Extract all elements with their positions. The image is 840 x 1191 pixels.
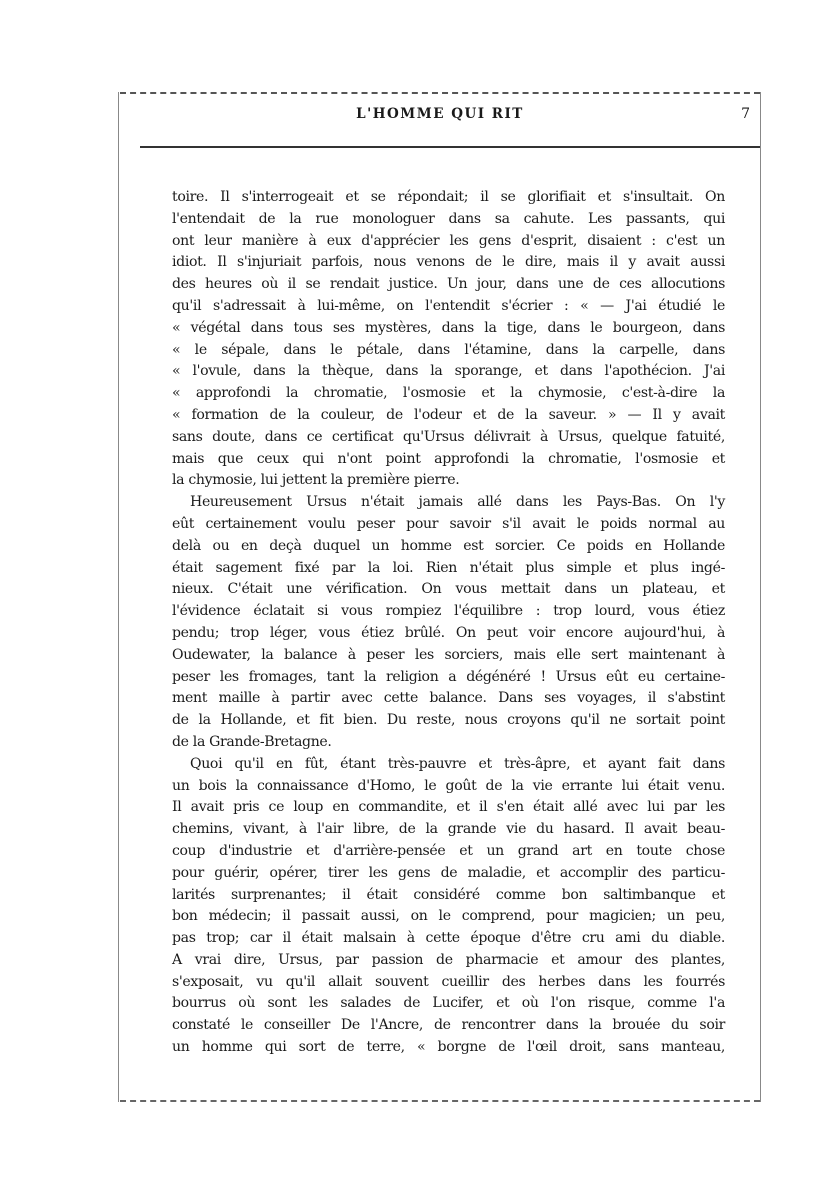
text-line: delà ou en deçà duquel un homme est sorcier. Ce poids en Hollande xyxy=(172,537,725,554)
text-line: chemins, vivant, à l'air libre, de la grande vie du hasard. Il avait beau- xyxy=(172,821,725,838)
header-rule xyxy=(140,146,760,148)
text-line: Quoi qu'il en fût, étant très-pauvre et très-âpre, et ayant fait dans xyxy=(190,755,725,772)
text-line: larités surprenantes; il était considéré comme bon saltimbanque et xyxy=(172,886,725,903)
text-line: « formation de la couleur, de l'odeur et de la saveur. » — Il y avait xyxy=(172,406,725,423)
scan-border-left xyxy=(118,92,119,1102)
scan-border-top xyxy=(120,92,760,94)
text-line: « l'ovule, dans la thèque, dans la sporange, et dans l'apothécion. J'ai xyxy=(172,363,725,380)
text-line: « le sépale, dans le pétale, dans l'étamine, dans la carpelle, dans xyxy=(172,341,725,358)
text-line: bourrus où sont les salades de Lucifer, et où l'on risque, comme l'a xyxy=(172,995,725,1012)
text-line: un bois la connaissance d'Homo, le goût de la vie errante lui était venu. xyxy=(172,777,725,794)
page-number: 7 xyxy=(741,106,750,122)
text-line: bon médecin; il passait aussi, on le comprend, pour magicien; un peu, xyxy=(172,908,725,925)
text-line: peser les fromages, tant la religion a dégénéré ! Ursus eût eu certaine- xyxy=(172,668,725,685)
body-text xyxy=(172,187,725,1059)
text-line: coup d'industrie et d'arrière-pensée et un grand art en toute chose xyxy=(172,842,725,859)
text-line: Il avait pris ce loup en commandite, et il s'en était allé avec lui par les xyxy=(172,799,725,816)
running-title: L'HOMME QUI RIT xyxy=(356,106,524,122)
running-head xyxy=(130,106,750,128)
text-line: qu'il s'adressait à lui-même, on l'entendit s'écrier : « — J'ai étudié le xyxy=(172,297,725,314)
scan-border-right xyxy=(760,92,761,1102)
text-line: « végétal dans tous ses mystères, dans la tige, dans le bourgeon, dans xyxy=(172,319,725,336)
text-line: ment maille à partir avec cette balance. Dans ses voyages, il s'abstint xyxy=(172,690,725,707)
text-line: A vrai dire, Ursus, par passion de pharmacie et amour des plantes, xyxy=(172,951,725,968)
text-line: était sagement fixé par la loi. Rien n'était plus simple et plus ingé- xyxy=(172,559,725,576)
text-line: l'évidence éclatait si vous rompiez l'équilibre : trop lourd, vous étiez xyxy=(172,603,725,620)
text-line: pendu; trop léger, vous étiez brûlé. On peut voir encore aujourd'hui, à xyxy=(172,624,725,641)
text-line: ont leur manière à eux d'apprécier les gens d'esprit, disaient : c'est un xyxy=(172,232,725,249)
text-line: de la Hollande, et fit bien. Du reste, nous croyons qu'il ne sortait point xyxy=(172,712,725,729)
text-line: constaté le conseiller De l'Ancre, de rencontrer dans la brouée du soir xyxy=(172,1017,725,1034)
text-line: toire. Il s'interrogeait et se répondait; il se glorifiait et s'insultait. On xyxy=(172,189,725,205)
text-line: Oudewater, la balance à peser les sorciers, mais elle sert maintenant à xyxy=(172,646,725,663)
scan-border-bottom xyxy=(120,1100,760,1102)
text-line: des heures où il se rendait justice. Un jour, dans une de ces allocutions xyxy=(172,276,725,293)
text-line: Heureusement Ursus n'était jamais allé dans les Pays-Bas. On l'y xyxy=(190,494,725,511)
text-line: eût certainement voulu peser pour savoir s'il avait le poids normal au xyxy=(172,515,725,532)
text-line: pas trop; car il était malsain à cette époque d'être cru ami du diable. xyxy=(172,930,725,947)
text-line: la chymosie, lui jettent la première pierre. xyxy=(172,472,460,489)
text-line: idiot. Il s'injuriait parfois, nous venons de le dire, mais il y avait aussi xyxy=(172,254,725,271)
text-line: pour guérir, opérer, tirer les gens de maladie, et accomplir des particu- xyxy=(172,864,725,881)
text-line: « approfondi la chromatie, l'osmosie et la chymosie, c'est-à-dire la xyxy=(172,385,725,402)
text-line: sans doute, dans ce certificat qu'Ursus délivrait à Ursus, quelque fatuité, xyxy=(172,428,725,445)
text-line: l'entendait de la rue monologuer dans sa cahute. Les passants, qui xyxy=(172,210,725,227)
text-line: mais que ceux qui n'ont point approfondi la chromatie, l'osmosie et xyxy=(172,450,725,467)
text-line: s'exposait, vu qu'il allait souvent cueillir des herbes dans les fourrés xyxy=(172,973,725,990)
text-line: un homme qui sort de terre, « borgne de l'œil droit, sans manteau, xyxy=(172,1039,725,1056)
text-line: nieux. C'était une vérification. On vous mettait dans un plateau, et xyxy=(172,581,725,598)
text-line: de la Grande-Bretagne. xyxy=(172,733,332,750)
